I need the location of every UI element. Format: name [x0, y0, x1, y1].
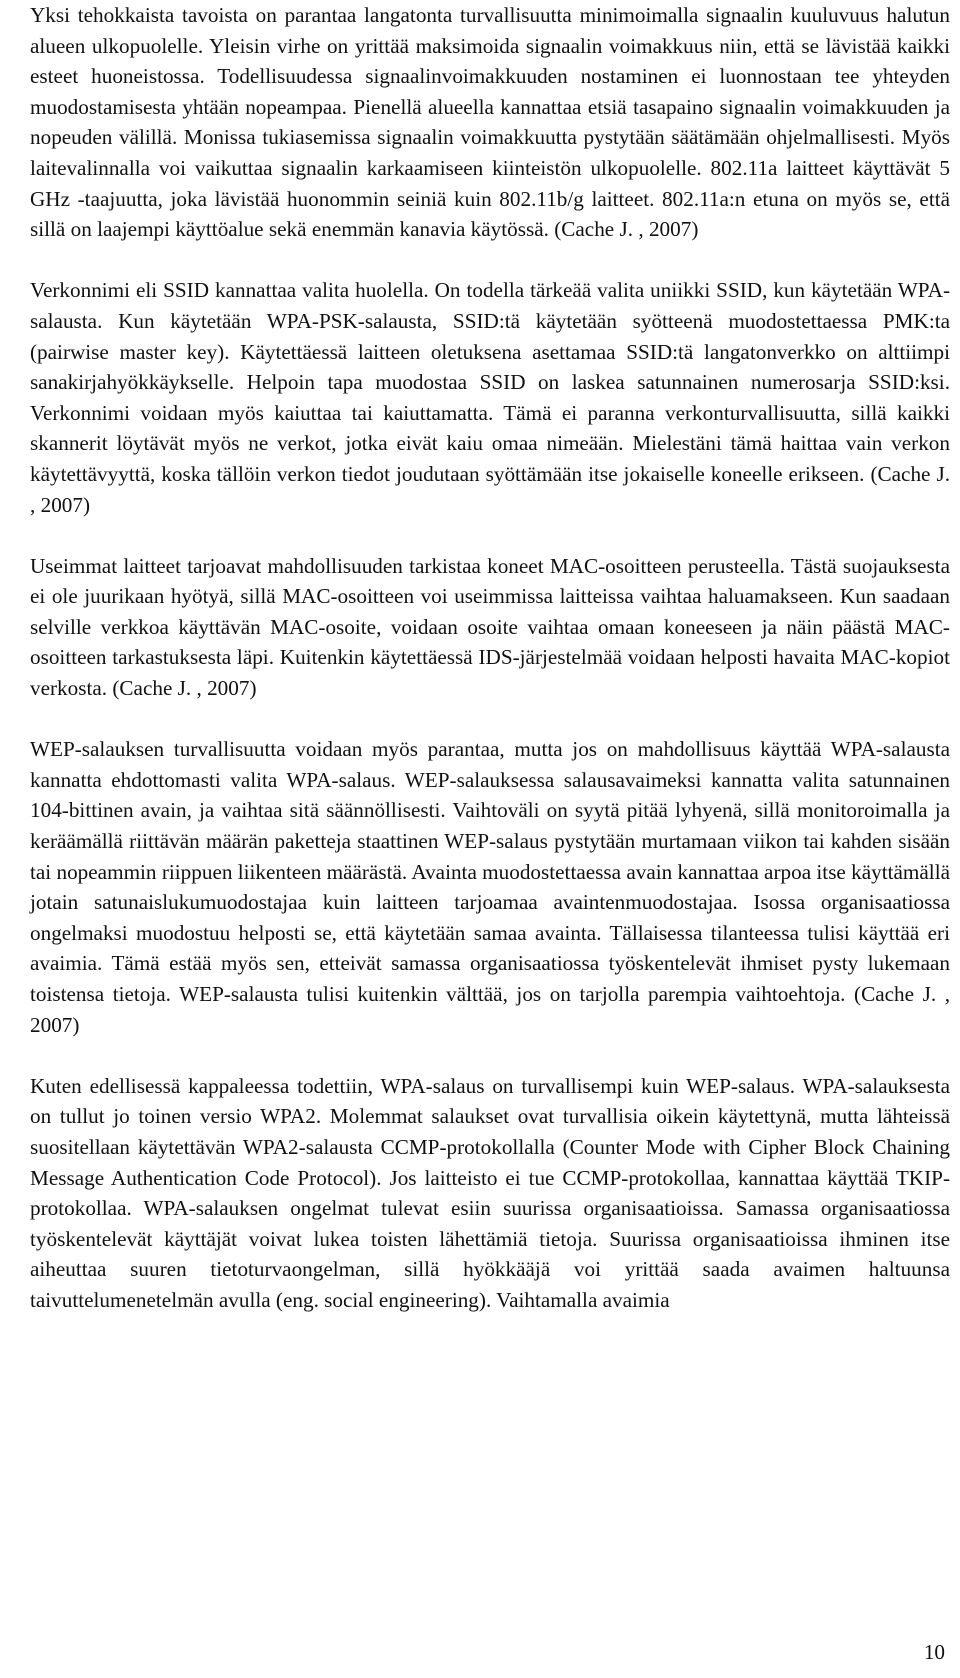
paragraph-wpa-encryption: Kuten edellisessä kappaleessa todettiin, WPA-salaus on turvallisempi kuin WEP-salaus. WPA-salauksesta on tullut jo toinen versio WPA2. Molemmat salaukset ovat turvallisia oikein käytettynä, mutta lähteissä suositellaan käytettävän WPA2-salausta CCMP-protokollalla (Counter Mode with Cipher Block Chaining Message Authentication Code Protocol). Jos laitteisto ei tue CCMP-protokollaa, kannattaa käyttää TKIP-protokollaa. WPA-salauksen ongelmat tulevat esiin suurissa organisaatioissa. Samassa organisaatiossa työskentelevät käyttäjät voivat lukea toisten lähettämiä tietoja. Suurissa organisaatioissa ihminen itse aiheuttaa suuren tietoturvaongelman, sillä hyökkääjä voi yrittää saada avaimen haltuunsa taivuttelumenetelmän avulla (eng. social engineering). Vaihtamalla avaimia: [30, 1073, 950, 1312]
paragraph-mac-filtering: Useimmat laitteet tarjoavat mahdollisuuden tarkistaa koneet MAC-osoitteen perusteella. Tästä suojauksesta ei ole juurikaan hyötyä, sillä MAC-osoitteen voi useimmissa laitteissa vaihtaa haluamakseen. Kun saadaan selville verkkoa käyttävän MAC-osoite, voidaan osoite vaihtaa omaan koneeseen ja näin päästä MAC-osoitteen tarkastuksesta läpi. Kuitenkin käytettäessä IDS-järjestelmää voidaan helposti havaita MAC-kopiot verkosta. (Cache J. , 2007): [30, 553, 950, 701]
paragraph-ssid: Verkonnimi eli SSID kannattaa valita huolella. On todella tärkeää valita uniikki SSID, kun käytetään WPA-salausta. Kun käytetään WPA-PSK-salausta, SSID:tä käytetään syötteenä muodostettaessa PMK:ta (pairwise master key). Käytettäessä laitteen oletuksena asettamaa SSID:tä langatonverkko on alttiimpi sanakirjahyökkäykselle. Helpoin tapa muodostaa SSID on laskea satunnainen numerosarja SSID:ksi. Verkonnimi voidaan myös kaiuttaa tai kaiuttamatta. Tämä ei paranna verkonturvallisuutta, sillä kaikki skannerit löytävät myös ne verkot, jotka eivät kaiu omaa nimeään. Mielestäni tämä haittaa vain verkon käytettävyyttä, koska tällöin verkon tiedot joudutaan syöttämään itse jokaiselle koneelle erikseen. (Cache J. , 2007): [30, 278, 950, 517]
paragraph-signal-strength: Yksi tehokkaista tavoista on parantaa langatonta turvallisuutta minimoimalla signaalin kuuluvuus halutun alueen ulkopuolelle. Yleisin virhe on yrittää maksimoida signaalin voimakkuus niin, että se lävistää kaikki esteet huoneistossa. Todellisuudessa signaalinvoimakkuuden nostaminen ei luonnostaan tee yhteyden muodostamisesta yhtään nopeampaa. Pienellä alueella kannattaa etsiä tasapaino signaalin voimakkuuden ja nopeuden välillä. Monissa tukiasemissa signaalin voimakkuutta pystytään säätämään ohjelmallisesti. Myös laitevalinnalla voi vaikuttaa signaalin karkaamiseen kiinteistön ulkopuolelle. 802.11a laitteet käyttävät 5 GHz -taajuutta, joka lävistää huonommin seiniä kuin 802.11b/g laitteet. 802.11a:n etuna on myös se, että sillä on laajempi käyttöalue sekä enemmän kanavia käytössä. (Cache J. , 2007): [30, 3, 950, 242]
page-number: 10: [923, 1640, 945, 1664]
document-body: [30, 0, 950, 1316]
paragraph-wep-encryption: WEP-salauksen turvallisuutta voidaan myös parantaa, mutta jos on mahdollisuus käyttää WPA-salausta kannatta ehdottomasti valita WPA-salaus. WEP-salauksessa salausavaimeksi kannatta valita satunnainen 104-bittinen avain, ja vaihtaa sitä säännöllisesti. Vaihtoväli on syytä pitää lyhyenä, sillä monitoroimalla ja keräämällä riittävän määrän paketteja staattinen WEP-salaus pystytään murtamaan viikon tai kahden sisään tai nopeammin riippuen liikenteen määrästä. Avainta muodostettaessa avain kannattaa arpoa itse käyttämällä jotain satunaislukumuodostajaa kuin laitteen tarjoamaa avaintenmuodostajaa. Isossa organisaatiossa ongelmaksi muodostuu helposti se, että käytetään samaa avainta. Tällaisessa tilanteessa tulisi käyttää eri avaimia. Tämä estää myös sen, etteivät samassa organisaatiossa työskentelevät ihmiset pysty lukemaan toistensa tietoja. WEP-salausta tulisi kuitenkin välttää, jos on tarjolla parempia vaihtoehtoja. (Cache J. , 2007): [30, 737, 950, 1037]
